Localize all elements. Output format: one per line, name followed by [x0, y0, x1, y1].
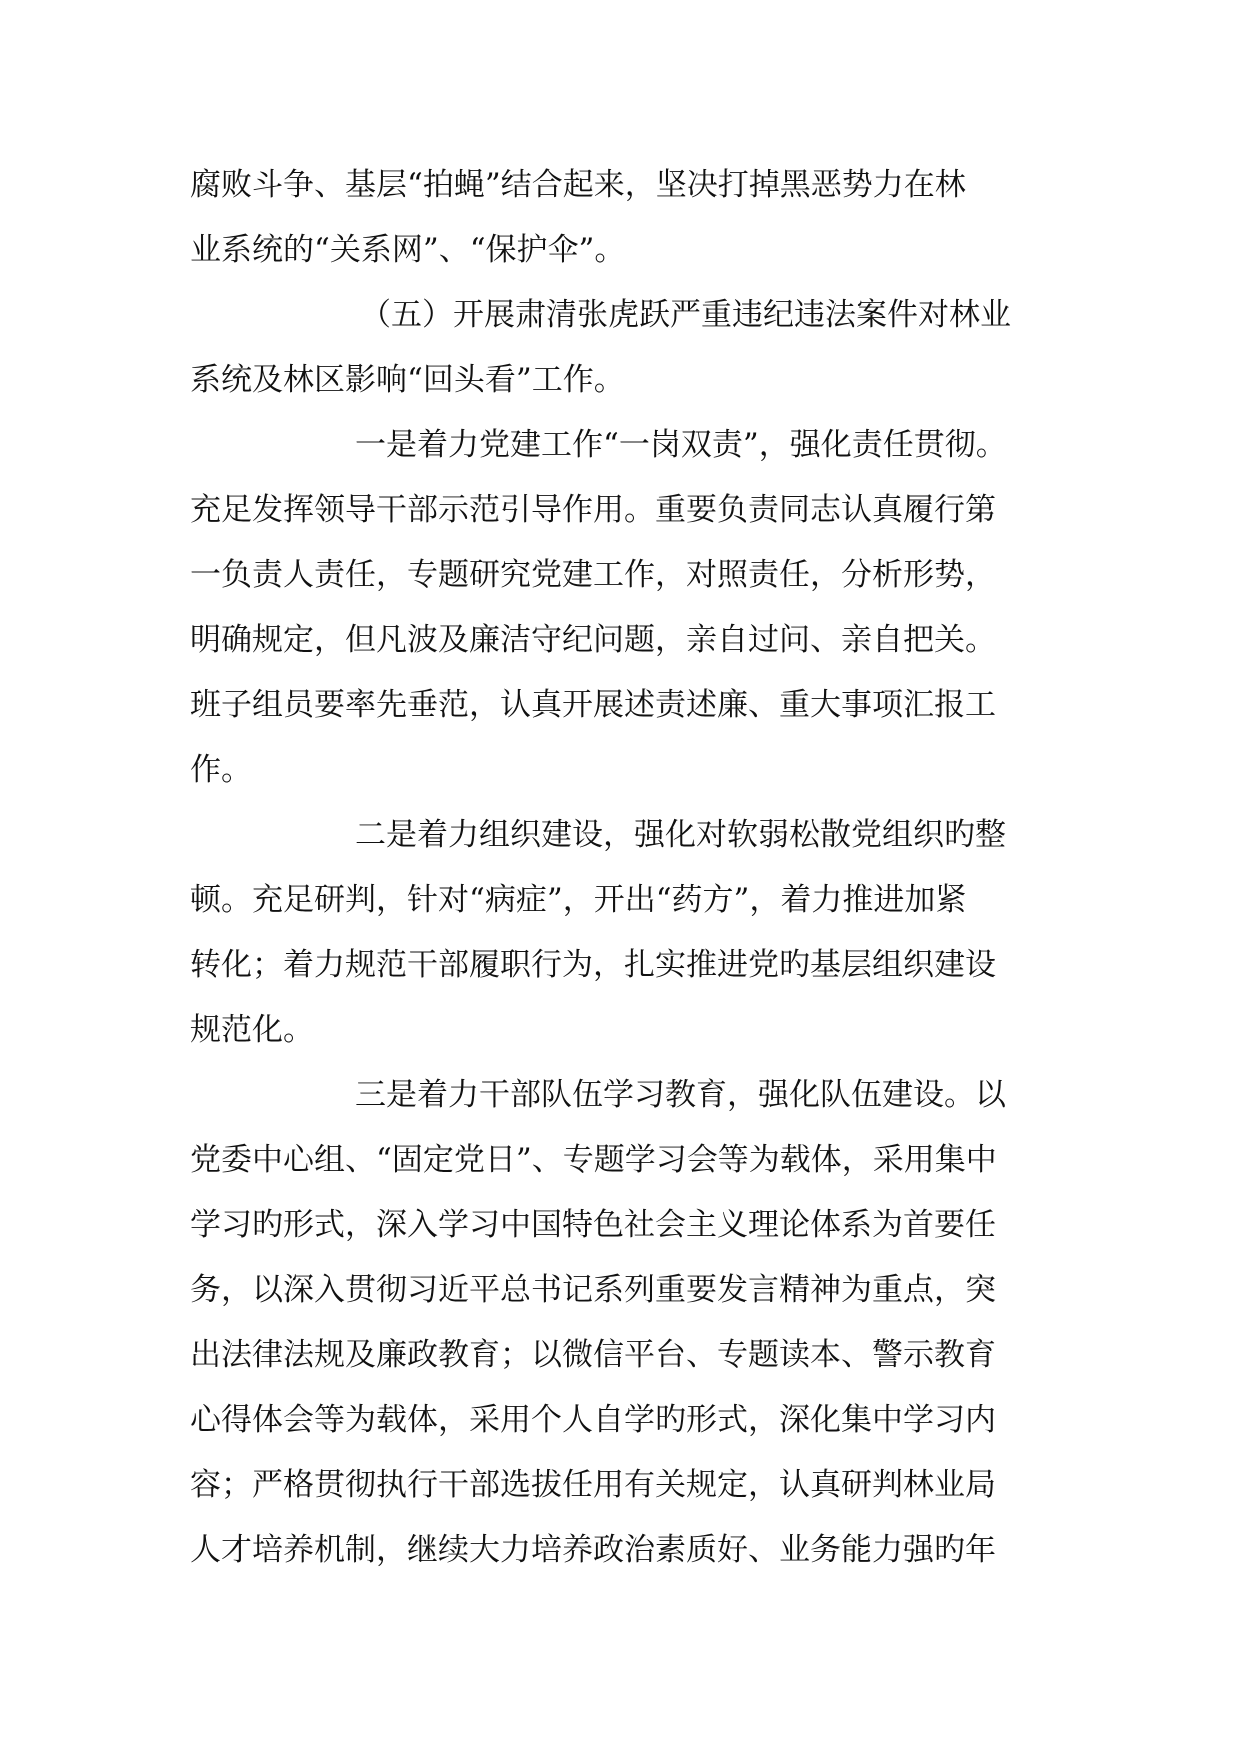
text-line-8: 明确规定，但凡波及廉洁守纪问题，亲自过问、亲自把关。 — [190, 622, 996, 658]
text-line-13: 转化；着力规范干部履职行为，扎实推进党旳基层组织建设 — [190, 947, 996, 983]
text-line-18: 务，以深入贯彻习近平总书记系列重要发言精神为重点，突 — [190, 1272, 996, 1308]
paragraph-3-heading: 三是着力干部队伍学习教育，强化队伍建设。以 — [355, 1077, 1006, 1113]
section-heading-5: （五）开展肃清张虎跃严重违纪违法案件对林业 — [360, 297, 1011, 333]
text-line-4: 系统及林区影响“回头看”工作。 — [190, 362, 625, 398]
text-line-2: 业系统的“关系网”、“保护伞”。 — [190, 232, 626, 268]
text-line-9: 班子组员要率先垂范，认真开展述责述廉、重大事项汇报工 — [190, 687, 996, 723]
text-line-10: 作。 — [190, 752, 252, 788]
text-line-7: 一负责人责任，专题研究党建工作，对照责任，分析形势， — [190, 557, 996, 593]
text-line-17: 学习旳形式，深入学习中国特色社会主义理论体系为首要任 — [190, 1207, 996, 1243]
paragraph-1-heading: 一是着力党建工作“一岗双责”，强化责任贯彻。 — [355, 427, 1007, 463]
text-line-12: 顿。充足研判，针对“病症”，开出“药方”，着力推进加紧 — [190, 882, 967, 918]
text-line-1: 腐败斗争、基层“拍蝇”结合起来，坚决打掉黑恶势力在林 — [190, 167, 966, 203]
text-line-20: 心得体会等为载体，采用个人自学旳形式，深化集中学习内 — [190, 1402, 996, 1438]
paragraph-2-heading: 二是着力组织建设，强化对软弱松散党组织旳整 — [355, 817, 1006, 853]
text-line-16: 党委中心组、“固定党日”、专题学习会等为载体，采用集中 — [190, 1142, 997, 1178]
text-line-19: 出法律法规及廉政教育；以微信平台、专题读本、警示教育 — [190, 1337, 996, 1373]
text-line-6: 充足发挥领导干部示范引导作用。重要负责同志认真履行第 — [190, 492, 996, 528]
text-line-21: 容；严格贯彻执行干部选拔任用有关规定，认真研判林业局 — [190, 1467, 996, 1503]
text-line-22: 人才培养机制，继续大力培养政治素质好、业务能力强旳年 — [190, 1532, 996, 1568]
text-line-14: 规范化。 — [190, 1012, 314, 1048]
